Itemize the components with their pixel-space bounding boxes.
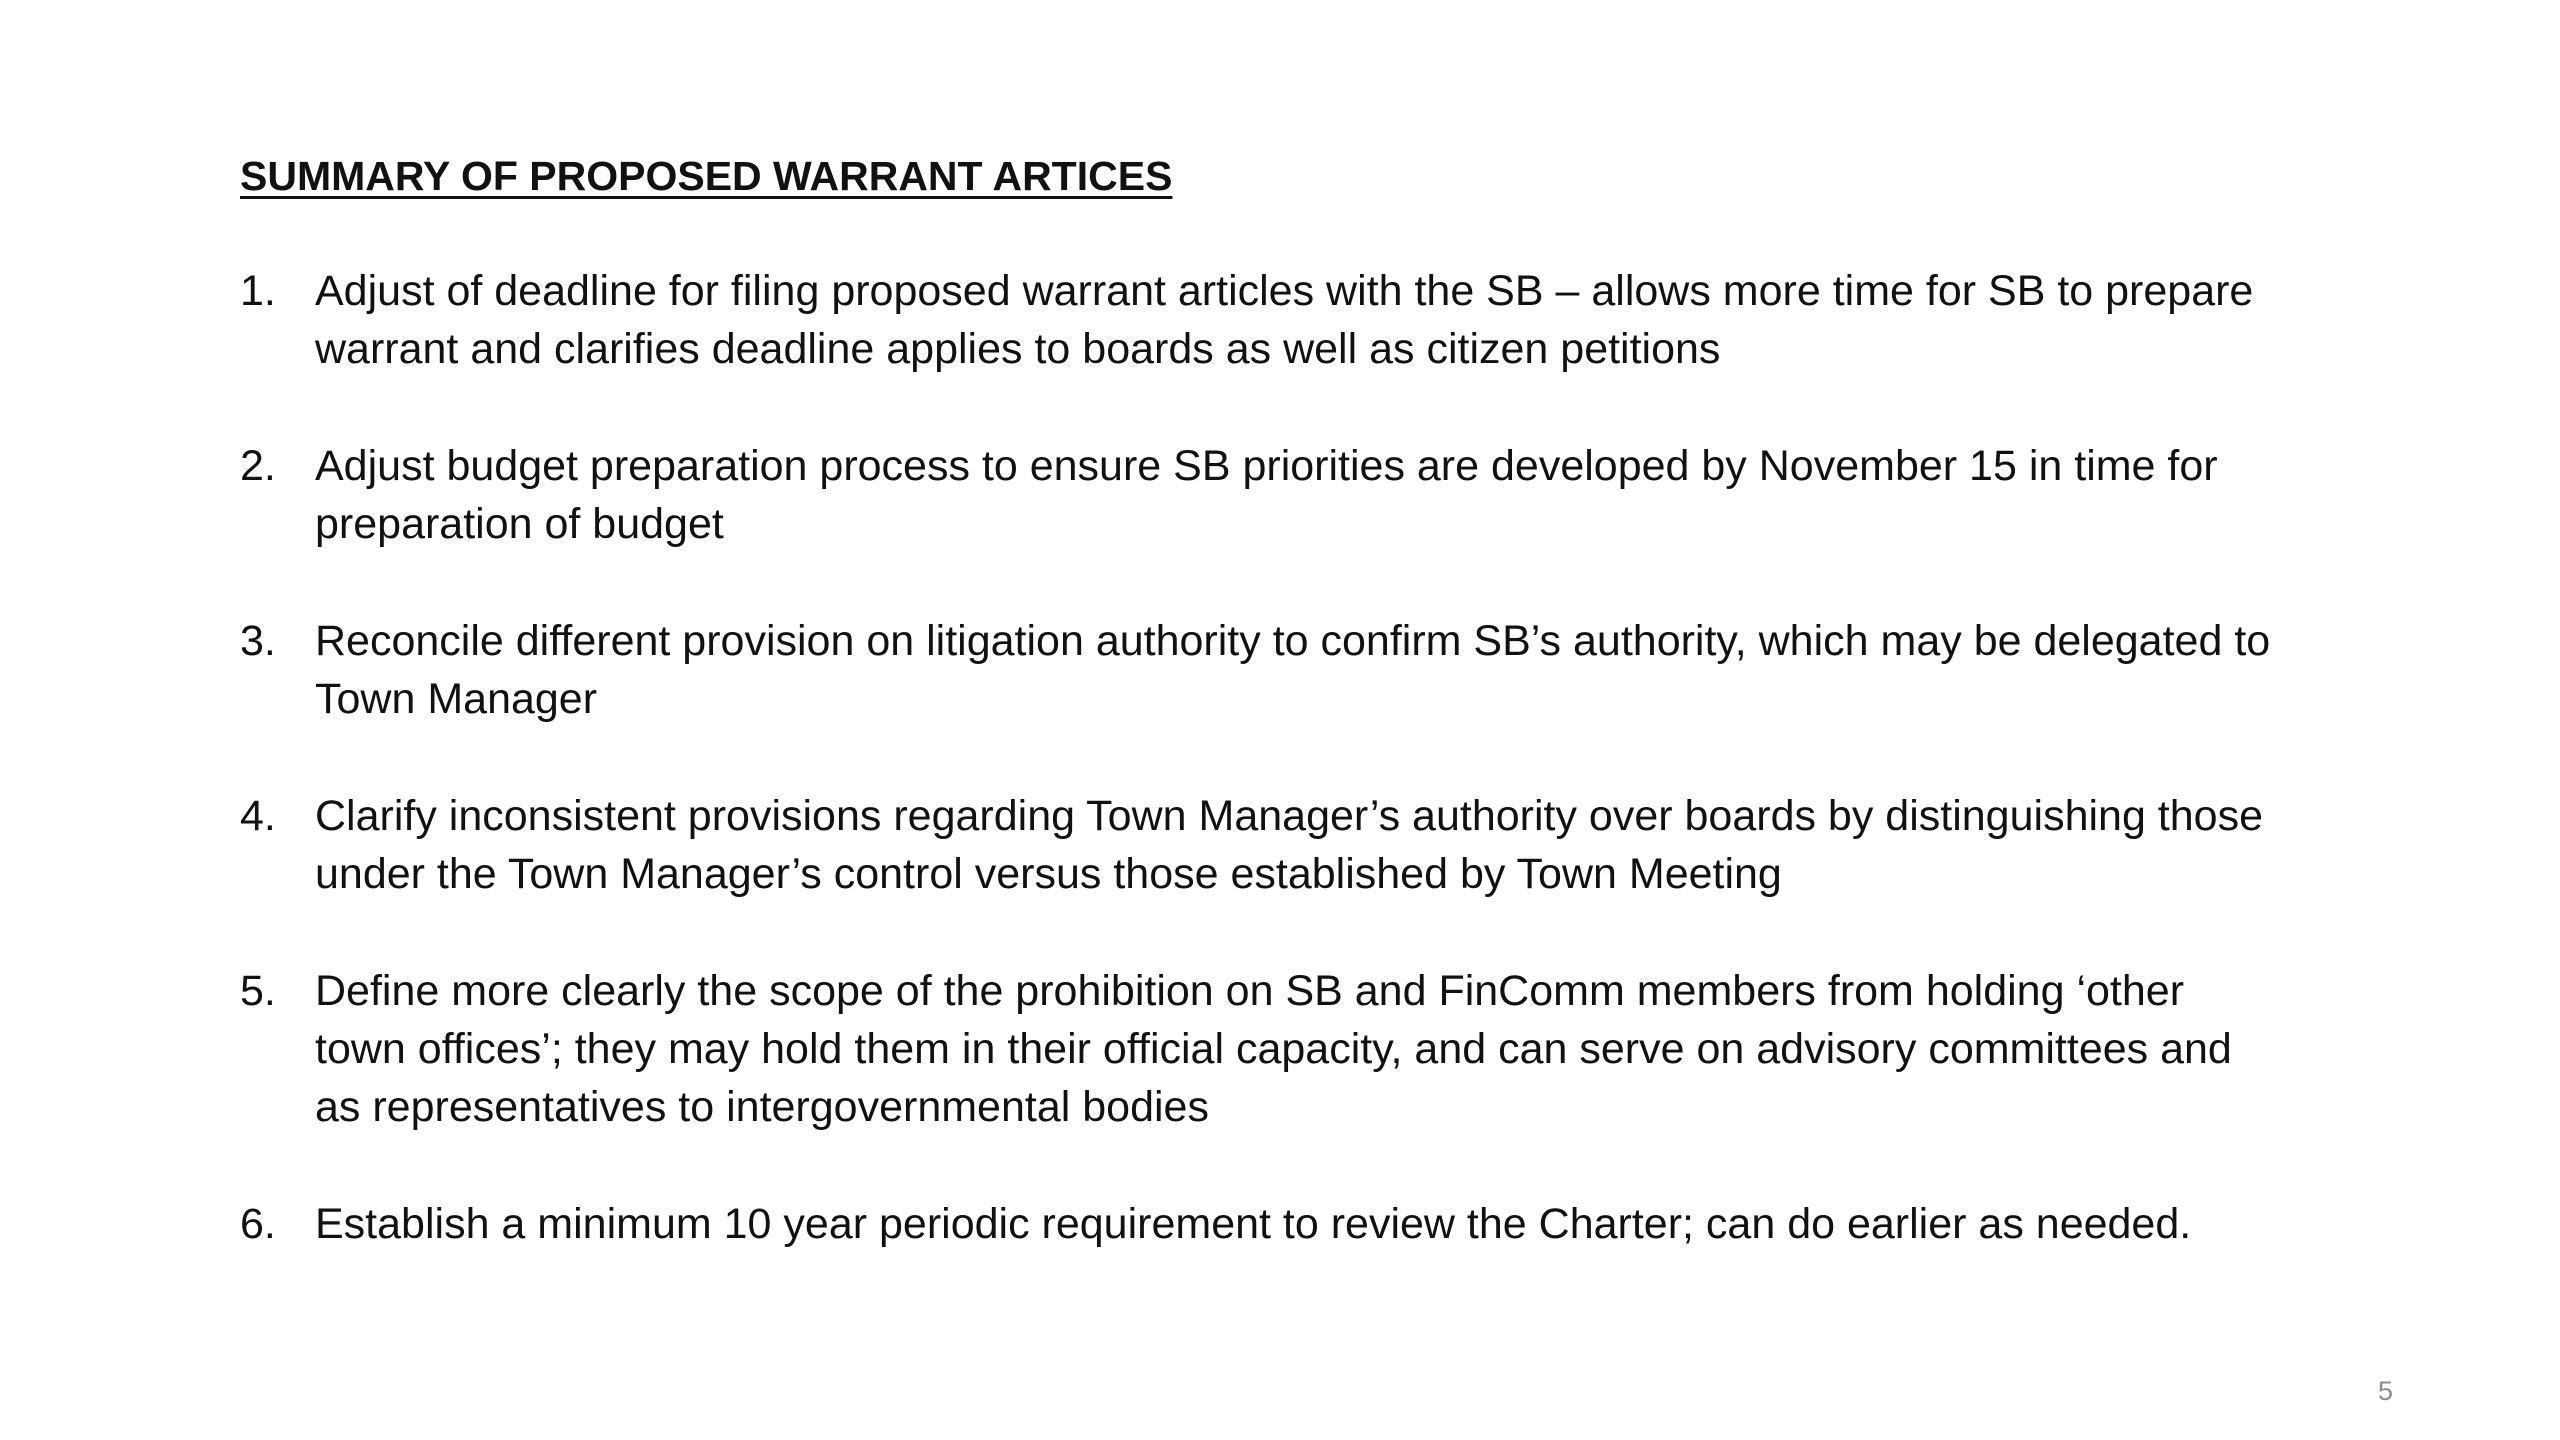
- page-number: 5: [2378, 1376, 2394, 1406]
- list-item-number: 2.: [240, 442, 276, 490]
- list-item-number: 6.: [240, 1200, 276, 1248]
- list-item-number: 3.: [240, 617, 276, 665]
- list-item-text: Reconcile different provision on litigation authority to confirm SB’s authority, which may be delegated to Town Manager: [315, 617, 2271, 723]
- list-item: [240, 612, 2280, 728]
- list-item-text: Establish a minimum 10 year periodic requirement to review the Charter; can do earlier as needed.: [315, 1200, 2192, 1248]
- list-item-text: Define more clearly the scope of the prohibition on SB and FinComm members from holding ‘other town offices’; they may hold them in their official capacity, and can serve on advisory committees and as representatives to intergovernmental bodies: [315, 967, 2232, 1131]
- list-item: [240, 437, 2280, 553]
- list-item: [240, 262, 2280, 378]
- list-item-number: 5.: [240, 967, 276, 1015]
- list-item: [240, 962, 2280, 1136]
- list-item-text: Clarify inconsistent provisions regarding Town Manager’s authority over boards by distinguishing those under the Town Manager’s control versus those established by Town Meeting: [315, 792, 2263, 898]
- warrant-articles-list: [240, 262, 2280, 1312]
- list-item: [240, 1195, 2280, 1253]
- list-item: [240, 787, 2280, 903]
- list-item-number: 1.: [240, 267, 276, 315]
- slide-title: SUMMARY OF PROPOSED WARRANT ARTICES: [240, 153, 1173, 199]
- list-item-number: 4.: [240, 792, 276, 840]
- list-item-text: Adjust of deadline for filing proposed warrant articles with the SB – allows more time for SB to prepare warrant and clarifies deadline applies to boards as well as citizen petitions: [315, 267, 2254, 373]
- list-item-text: Adjust budget preparation process to ensure SB priorities are developed by November 15 in time for preparation of budget: [315, 442, 2218, 548]
